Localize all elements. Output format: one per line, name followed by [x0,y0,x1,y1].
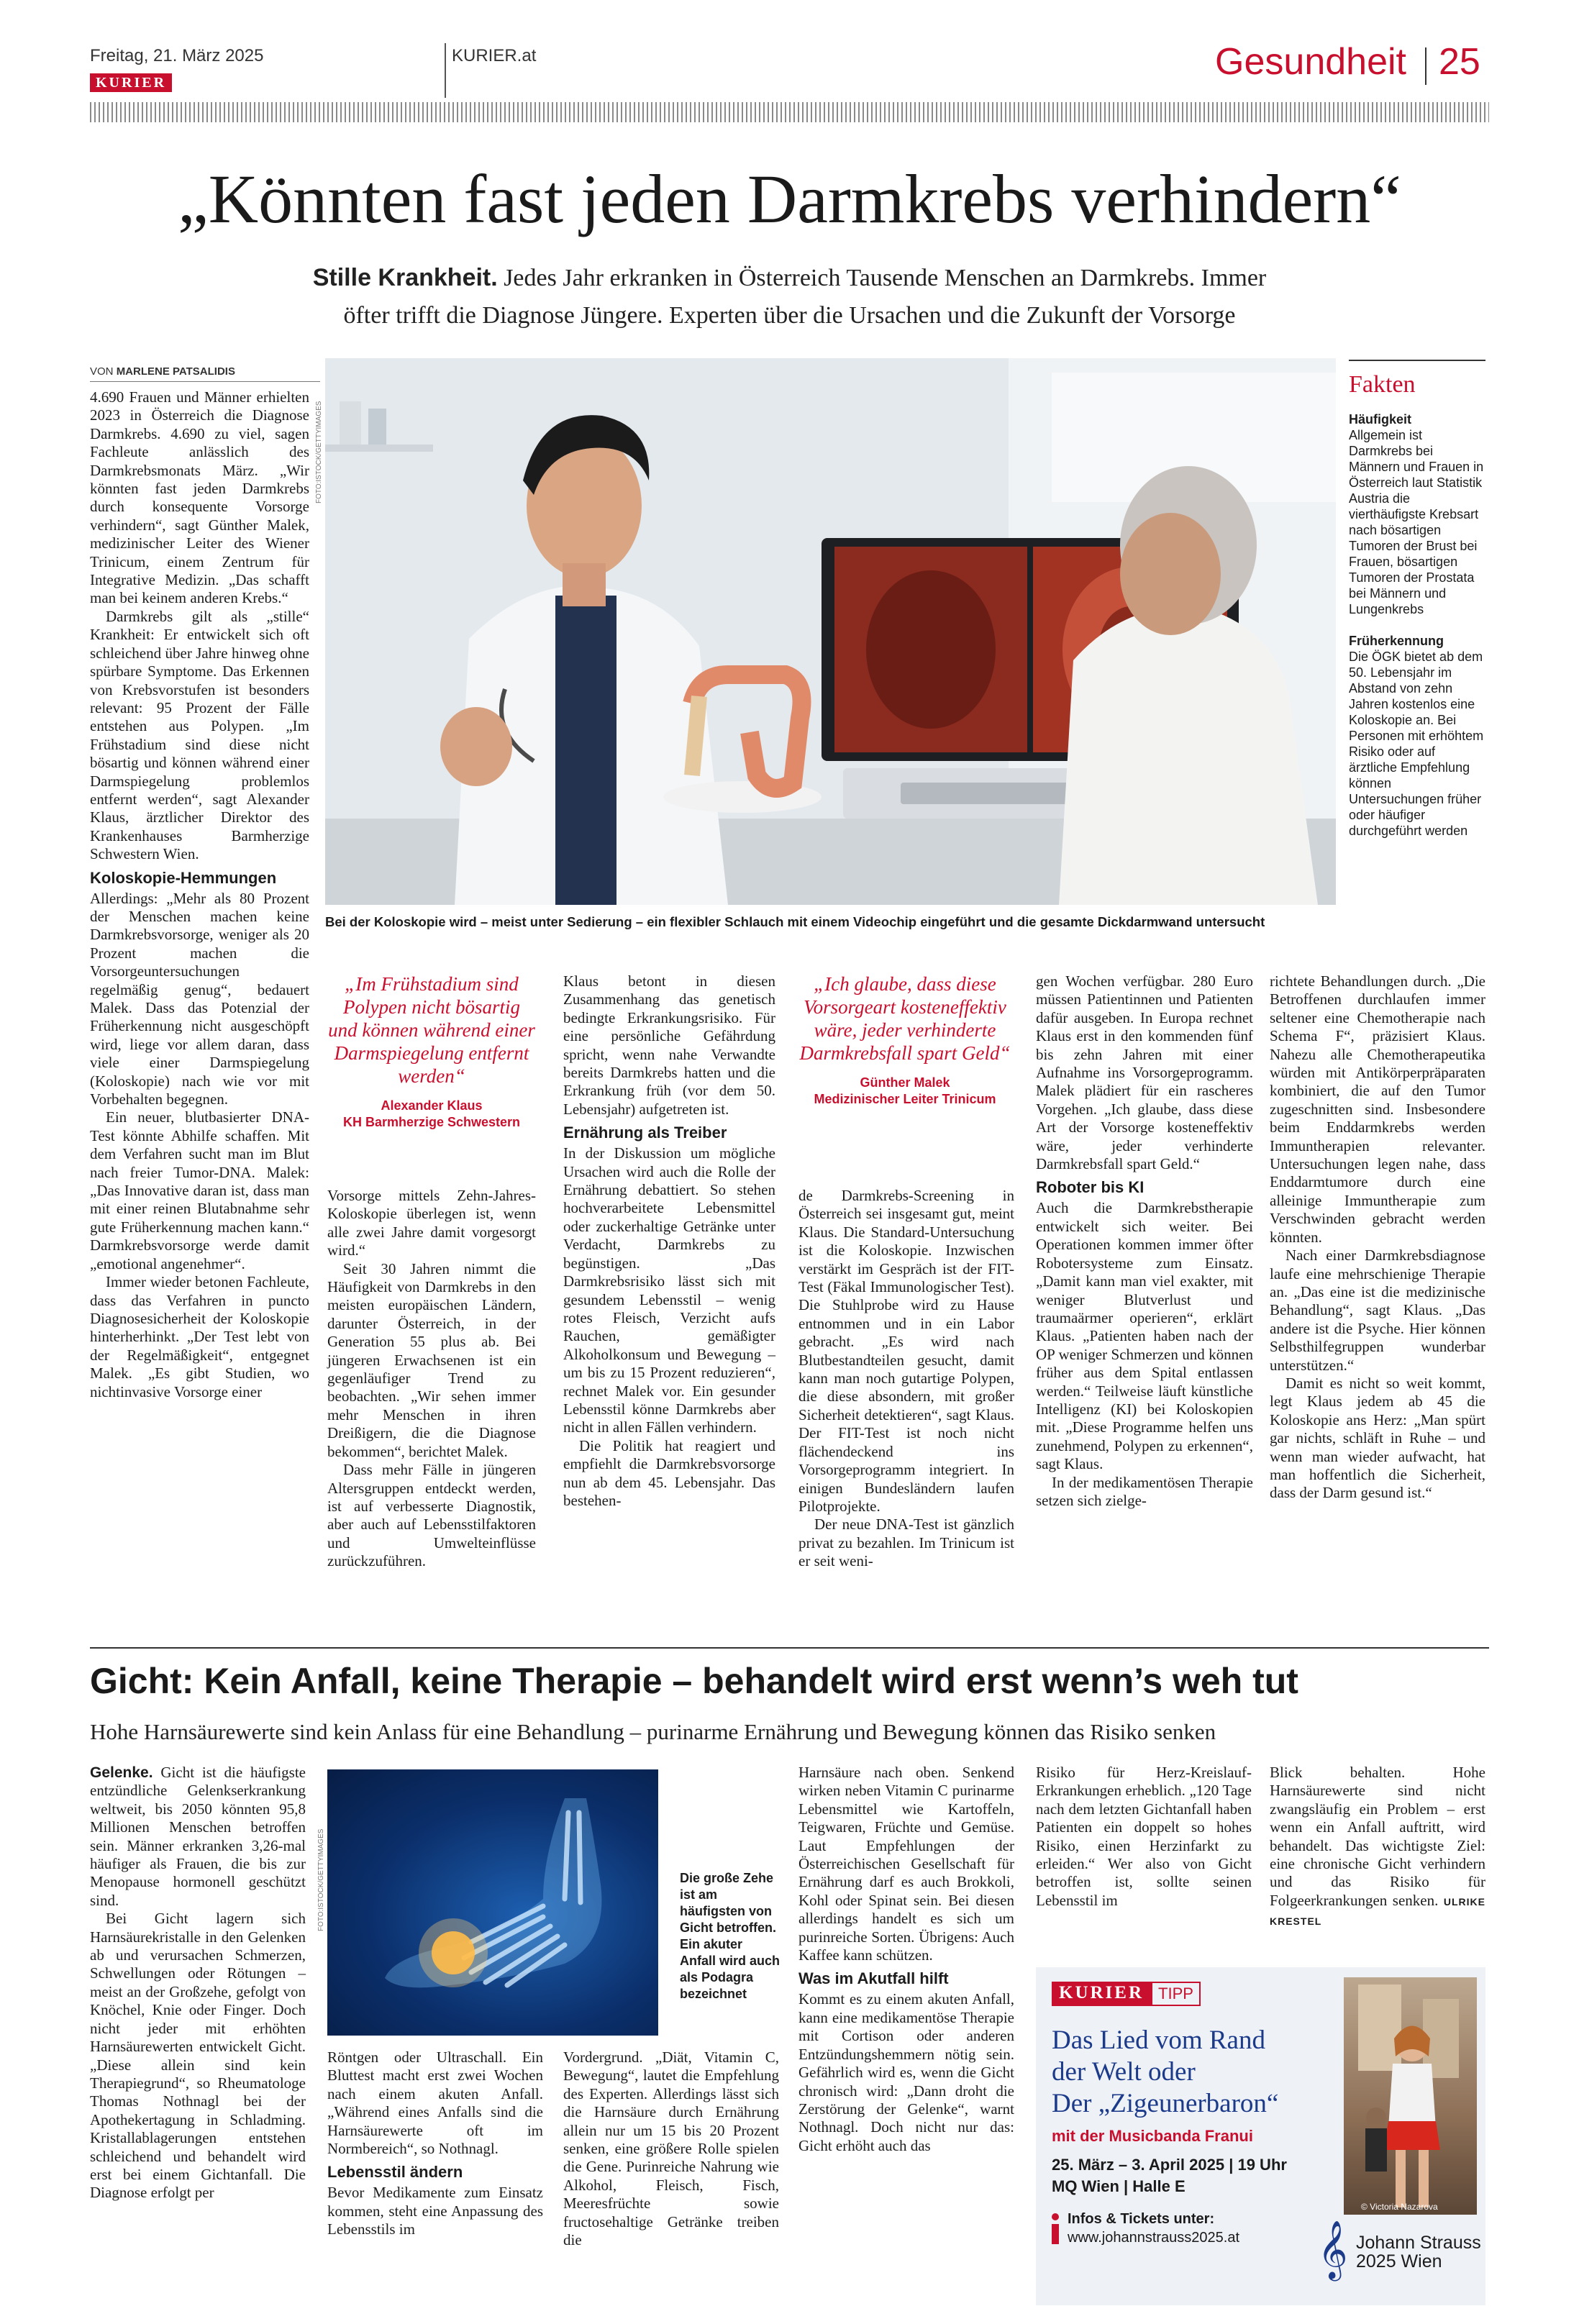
paragraph: Auch die Darmkrebstherapie entwickelt sich weiter. Bei Operationen kommen immer öfter Robotersysteme zum Einsatz. „Damit kann man viel exakter, mit weniger Blutverlust und traumaärmer operieren“, erklärt Klaus. „Patienten haben nach der OP weniger Schmerzen und können früher aus dem Spital entlassen werden.“ Teilweise läuft künstliche Intelligenz (KI) bei Koloskopien mit. „Diese Programme helfen uns zunehmend, Polypen zu erkennen“, sagt Klaus. [1036,1199,1253,1473]
paragraph: Dass mehr Fälle in jüngeren Altersgruppen entdeckt werden, ist auf verbesserte Diagnostik, aber auch auf Lebensstilfaktoren und Umwelteinflüsse zurückzuführen. [327,1461,536,1570]
paragraph: Vordergrund. „Diät, Vitamin C, Bewegung“, lautet die Empfehlung des Experten. Allerdings lässt sich die Harnsäure durch Ernährung allein nur um 15 bis 20 Prozent senken, eine größere Rolle spielen die Gene. Purinreiche Nahrung wie Alkohol, Fleisch, Fisch, Meeresfrüchte sowie fructosehaltige Getränke treiben die [563,2049,779,2249]
gicht-column-1 [90,1764,306,2202]
paragraph: Kommt es zu einem akuten Anfall, kann eine medikamentöse Therapie mit Cortison oder anderen Entzündungshemmern nötig sein. Gefährlich wird es, wenn die Gicht chronisch wird: „Dann droht die Zerstörung der Gelenke“, warnt Nothnagl. Doch nicht nur das: Gicht erhöht auch das [798,1990,1014,2154]
pull-quote-klaus [327,972,536,1131]
paragraph: Bei Gicht lagern sich Harnsäurekristalle in den Gelenken ab und verursachen Schmerzen, Schwellungen oder Rötungen – meist an der Großzehe, gefolgt von Knöchel, Knie oder Finger. Doch nicht jeder mit erhöhten Harnsäurewerten entwickelt Gicht. „Diese allein sind kein Therapiegrund“, so Rheumatologe Thomas Nothnagl bei der Apothekertagung in Schladming. Kristallablagerungen entstehen schleichend und behandelt wird erst bei einem Gichtanfall. Die Diagnose erfolgt per [90,1910,306,2202]
tipp-title [1052,2025,1278,2120]
gicht-deck: Hohe Harnsäurewerte sind kein Anlass für eine Behandlung – purinarme Ernährung und Bewegung können das Risiko senken [90,1719,1216,1744]
gicht-column-5 [1036,1764,1252,1910]
gicht-author: ULRIKE KRESTEL [1270,1895,1485,1928]
tipp-label: TIPP [1151,1982,1201,2006]
tipp-photo [1344,1977,1477,2215]
paragraph: 4.690 Frauen und Männer erhielten 2023 in Österreich die Diagnose Darmkrebs. 4.690 zu viel, sagen Fachleute anlässlich des Darmkrebsmonats März. „Wir könnten fast jeden Darmkrebs durch konsequente Vorsorge verhindern“, sagt Günther Malek, medizinischer Leiter des Wiener Trinicum, einem Zentrum für Integrative Medizin. „Das schafft man bei keinem anderen Krebs.“ [90,388,309,607]
gicht-column-2 [327,2049,543,2239]
tipp-venue: MQ Wien | Halle E [1052,2177,1186,2195]
fakten-box [1349,411,1485,839]
paragraph: Seit 30 Jahren nimmt die Häufigkeit von Darmkrebs in den meisten europäischen Ländern, darunter Österreich, in der Generation 55 plus ab. Bei jüngeren Erwachsenen ist ein gegenläufiger Trend zu beobachten. „Wir sehen immer mehr Menschen in ihren Dreißigern, die die Diagnose bekommen“, berichtet Malek. [327,1259,536,1460]
subheading-roboter: Roboter bis KI [1036,1178,1145,1197]
photo-credit: FOTO:ISTOCK/GETTYIMAGES [315,401,323,503]
fakt-heading-frueherkennung: Früherkennung [1349,634,1444,648]
paragraph: Darmkrebs gilt als „stille“ Krankheit: Er entwickelt sich oft schleichend über Jahre hinweg ohne spürbare Symptome. Das Erkennen von Krebsvorstufen ist besonders relevant: 95 Prozent der Fälle entstehen aus Polypen. „Im Frühstadium sind diese nicht bösartig und können während einer Darmspiegelung problemlos entfernt werden“, sagt Alexander Klaus, ärztlicher Direktor des Krankenhauses Barmherzige Schwestern Wien. [90,607,309,863]
info-icon [1052,2213,1059,2245]
tipp-info-label: Infos & Tickets unter: [1068,2211,1215,2227]
article-headline: „Könnten fast jeden Darmkrebs verhindern“ [178,160,1401,237]
gicht-lead: Gelenke. [90,1764,153,1781]
gicht-column-3 [563,2049,779,2249]
header-divider [445,43,446,98]
paragraph: Ein neuer, blutbasierter DNA-Test könnte Abhilfe schaffen. Mit dem Verfahren sucht man im Blut nach freier Tumor-DNA. Malek: „Das Innovative daran ist, dass man mit einer reinen Blutabnahme sehr gute Früherkennung machen kann.“ Darmkrebsvorsorge werde damit „emotional angenehmer“. [90,1108,309,1272]
gicht-lead-text: Gicht ist die häufigste entzündliche Gelenkserkrankung weltweit, bis 2050 könnten 95,8 Millionen Menschen betroffen sein. Männer erkranken 3,26-mal häufiger als Frauen, die bis zur Menopause hormonell geschützt sind. [90,1764,306,1909]
article-column-3 [563,972,775,1510]
tipp-brand: KURIER [1052,1982,1151,2006]
deck-kicker: Stille Krankheit. [312,264,498,291]
foot-xray-image [327,1769,658,2036]
paragraph: Bevor Medikamente zum Einsatz kommen, steht eine Anpassung des Lebensstils im [327,2184,543,2238]
fakten-top-rule [1349,360,1485,361]
paragraph [1270,1764,1485,1931]
paragraph: Röntgen oder Ultraschall. Ein Bluttest macht erst zwei Wochen nach einem akuten Anfall. „Während eines Anfalls sind die Harnsäurewerte oft im Normbereich“, so Nothnagl. [327,2049,543,2158]
treble-clef-icon: 𝄞 [1318,2220,1348,2279]
paragraph: Harnsäure nach oben. Senkend wirken neben Vitamin C purinarme Lebensmittel wie Kartoffeln, Teigwaren, Früchte und Gemüse. Laut Empfehlungen der Österreichischen Gesellschaft für Ernährung darf es auch Brokkoli, Kohl oder Spinat sein. Bei diesen allerdings handelt es sich um purinreiche Sorten. Übrigens: Auch Kaffee kann schützen. [798,1764,1014,1964]
paragraph: Nach einer Darmkrebsdiagnose laufe eine mehrschienige Therapie an. „Das eine ist die medizinische Behandlung“, sagt Klaus. „Das andere ist die Psyche. Hier können Selbsthilfegruppen wunderbar unterstützen.“ [1270,1247,1485,1374]
article-column-5 [1036,972,1253,1510]
section-title: Gesundheit [1215,41,1406,83]
byline-rule [90,381,320,382]
paragraph: Allerdings: „Mehr als 80 Prozent der Menschen machen keine Darmkrebsvorsorge, weniger als 20 Prozent machen die Vorsorgeuntersuchungen regelmäßig genug“, bedauert Malek. Dass das Potenzial der Früherkennung nicht ausgeschöpft wird, liege vor allem daran, dass viele einer Darmspiegelung (Koloskopie) nach wie vor mit Vorbehalten begegnen. [90,889,309,1108]
subheading-akutfall: Was im Akutfall hilft [798,1969,949,1988]
gicht-divider [90,1647,1489,1649]
gicht-column-6 [1270,1764,1485,1931]
article-column-1 [90,388,309,1618]
tipp-photo-credit: © Victoria Nazarova [1361,2202,1438,2212]
gicht-photo-caption: Die große Zehe ist am häufigsten von Gicht betroffen. Ein akuter Anfall wird auch als Podagra bezeichnet [680,1871,781,2001]
fakt-text-frueherkennung: Die ÖGK bietet ab dem 50. Lebensjahr im Abstand von zehn Jahren kostenlos eine Koloskopie an. Bei Personen mit erhöhtem Risiko oder auf ärztliche Empfehlung können Untersuchungen früher oder häufiger durchgeführt werden [1349,650,1484,838]
paragraph: Vorsorge mittels Zehn-Jahres-Koloskopie überlegen ist, wenn alle zwei Jahre damit vorgesorgt wird.“ [327,1187,536,1259]
tipp-title-line-2: der Welt oder [1052,2057,1196,2087]
subheading-koloskopie: Koloskopie-Hemmungen [90,868,277,887]
byline-author: MARLENE PATSALIDIS [116,365,235,378]
colonoscopy-photo [325,358,1336,905]
tipp-photo-illustration [1344,1977,1477,2215]
quote-text: „Ich glaube, dass diese Vorsorgeart kosteneffektiv wäre, jeder verhinderte Darmkrebsfall spart Geld“ [799,973,1011,1064]
subheading-ernaehrung: Ernährung als Treiber [563,1124,727,1142]
quote-name: Günther Malek [860,1075,950,1090]
tipp-subtitle: mit der Musicbanda Franui [1052,2127,1253,2145]
section-divider [1425,47,1426,85]
tipp-title-line-1: Das Lied vom Rand [1052,2025,1265,2055]
gicht-closing-text: Blick behalten. Hohe Harnsäurewerte sind nicht zwangsläufig ein Problem – erst wenn ein Anfall auftritt, wird behandelt. Das wichtigste Ziel: eine chronische Gicht verhindern und das Risiko für Folgeerkrankungen senken. [1270,1764,1485,1909]
quote-text: „Im Frühstadium sind Polypen nicht bösartig und können während einer Darmspiegelung entfernt werden“ [328,973,535,1087]
quote-author [327,1098,536,1131]
tipp-info [1068,2210,1239,2247]
gicht-headline: Gicht: Kein Anfall, keine Therapie – behandelt wird erst wenn’s weh tut [90,1661,1298,1701]
paragraph: Die Politik hat reagiert und empfiehlt die Darmkrebsvorsorge nun ab dem 45. Lebensjahr. Das bestehen- [563,1436,775,1509]
tipp-dates: 25. März – 3. April 2025 | 19 Uhr [1052,2156,1287,2174]
article-column-2 [327,1187,536,1571]
tipp-logo-line-1: Johann Strauss [1356,2233,1481,2253]
gicht-photo-credit: FOTO:ISTOCK/GETTYIMAGES [317,1828,325,1931]
paragraph: Damit es nicht so weit kommt, legt Klaus jedem ab 45 die Koloskopie ans Herz: „Man spürt gar nichts, schläft in Ruhe – und wenn man wieder aufwacht, hat man hoffentlich die Sicherheit, dass der Darm gesund ist.“ [1270,1374,1485,1502]
tipp-title-line-3: Der „Zigeunerbaron“ [1052,2089,1279,2118]
tipp-header [1052,1982,1201,2006]
gicht-column-4 [798,1764,1014,2155]
quote-author [797,1075,1013,1108]
paragraph: Immer wieder betonen Fachleute, dass das Verfahren in puncto Diagnosesicherheit der Koloskopie hinterherhinkt. „Der Test lebt von der Regelmäßigkeit“, entgegnet Malek. „Es gibt Studien, wo nichtinvasive Vorsorge einer [90,1273,309,1400]
kurier-logo: KURIER [90,73,172,92]
subheading-lebensstil: Lebensstil ändern [327,2163,463,2182]
deck-line-2: öfter trifft die Diagnose Jüngere. Experten über die Ursachen und die Zukunft der Vorsorge [343,302,1236,329]
paragraph: de Darmkrebs-Screening in Österreich sei insgesamt gut, meint Klaus. Die Standard-Untersuchung ist die Koloskopie. Inzwischen verstärkt im Gespräch ist der FIT-Test (Fäkal Immunologischer Test). Die Stuhlprobe wird zu Hause entnommen und in ein Labor gebracht. „Es wird nach Blutbestandteilen gesucht, damit kann man noch gutartige Polypen, die diese absondern, mit großer Sicherheit detektieren“, sagt Klaus. Der FIT-Test ist noch nicht flächendeckend ins Vorsorgeprogramm integriert. In einigen Bundesländern laufen Pilotprojekte. [798,1187,1014,1515]
foot-illustration [327,1769,658,2036]
header-site: KURIER.at [452,46,537,65]
quote-name: Alexander Klaus [381,1098,483,1113]
paragraph [90,1764,306,1910]
byline-prefix: VON [90,365,114,378]
paragraph: In der Diskussion um mögliche Ursachen wird auch die Rolle der Ernährung debattiert. So stehen hochverarbeitete Lebensmittel oder zuckerhaltige Getränke unter Verdacht, Darmkrebs zu begünstigen. „Das Darmkrebsrisiko lässt sich mit gesundem Lebensstil – wenig rotes Fleisch, Verzicht aufs Rauchen, gemäßigter Alkoholkonsum und Bewegung – um bis zu 15 Prozent reduzieren“, rechnet Malek vor. Ein gesunder Lebensstil könne Darmkrebs aber nicht in allen Fällen verhindern. [563,1144,775,1436]
fakt-heading-haeufigkeit: Häufigkeit [1349,412,1412,427]
header-date: Freitag, 21. März 2025 [90,46,264,65]
photo-caption: Bei der Koloskopie wird – meist unter Sedierung – ein flexibler Schlauch mit einem Videochip eingeführt und die gesamte Dickdarmwand untersucht [325,914,1265,929]
paragraph: Risiko für Herz-Kreislauf-Erkrankungen erheblich. „120 Tage nach dem letzten Gichtanfall haben Patienten ein doppelt so hohes Risiko, einen Herzinfarkt zu erleiden.“ Wer also von Gicht betroffen ist, sollte seinen Lebensstil im [1036,1764,1252,1909]
quote-role: Medizinischer Leiter Trinicum [814,1092,996,1106]
kurier-tipp-box[interactable] [1036,1967,1485,2305]
tipp-url[interactable]: www.johannstrauss2025.at [1068,2230,1240,2246]
photo-illustration [325,358,1336,905]
tipp-logo [1356,2233,1481,2271]
paragraph: gen Wochen verfügbar. 280 Euro müssen Patientinnen und Patienten dafür ausgeben. In Europa rechnet Klaus erst in den kommenden fünf bis zehn Jahren mit einer Aufnahme ins Vorsorgeprogramm. Malek plädiert für ein rascheres Vorgehen. „Ich glaube, dass diese Art der Vorsorge kosteneffektiv wäre, jeder verhinderte Darmkrebsfall spart Geld.“ [1036,972,1253,1173]
article-column-4 [798,1187,1014,1571]
article-column-6 [1270,972,1485,1503]
fakten-title: Fakten [1349,371,1416,398]
quote-role: KH Barmherzige Schwestern [342,1115,521,1129]
paragraph: Klaus betont in diesen Zusammenhang das genetisch bedingte Erkrankungsrisiko. Für eine persönliche Gefährdung spricht, wenn nahe Verwandte bereits Darmkrebs hatten und die Erkrankung früh (vor dem 50. Lebensjahr) aufgetreten ist. [563,972,775,1118]
paragraph: richtete Behandlungen durch. „Die Betroffenen durchlaufen immer seltener eine Chemotherapie nach Schema F“, präzisiert Klaus. Nahezu alle Chemotherapeutika würden mit Antikörperpräparaten kombiniert, die auf den Tumor zugeschnitten sind. Insbesondere beim Enddarmkrebs werden Immuntherapien relevanter. Untersuchungen legen nahe, dass Enddarmtumore durch eine alleinige Immuntherapie zum Verschwinden gebracht werden könnten. [1270,972,1485,1246]
pull-quote-malek [797,972,1013,1108]
paragraph: In der medikamentösen Therapie setzen sich zielge- [1036,1473,1253,1509]
header-stripes [90,102,1489,122]
article-deck [144,259,1435,334]
tipp-logo-line-2: 2025 Wien [1356,2251,1442,2271]
paragraph: Der neue DNA-Test ist gänzlich privat zu bezahlen. Im Trinicum ist er seit weni- [798,1516,1014,1570]
page-number: 25 [1439,41,1480,83]
fakt-text-haeufigkeit: Allgemein ist Darmkrebs bei Männern und Frauen in Österreich laut Statistik Austria die vierthäufigste Krebsart nach bösartigen Tumoren der Brust bei Frauen, bösartigen Tumoren der Prostata bei Männern und Lungenkrebs [1349,428,1484,616]
byline [90,365,235,378]
deck-line-1: Jedes Jahr erkranken in Österreich Tausende Menschen an Darmkrebs. Immer [504,265,1267,291]
